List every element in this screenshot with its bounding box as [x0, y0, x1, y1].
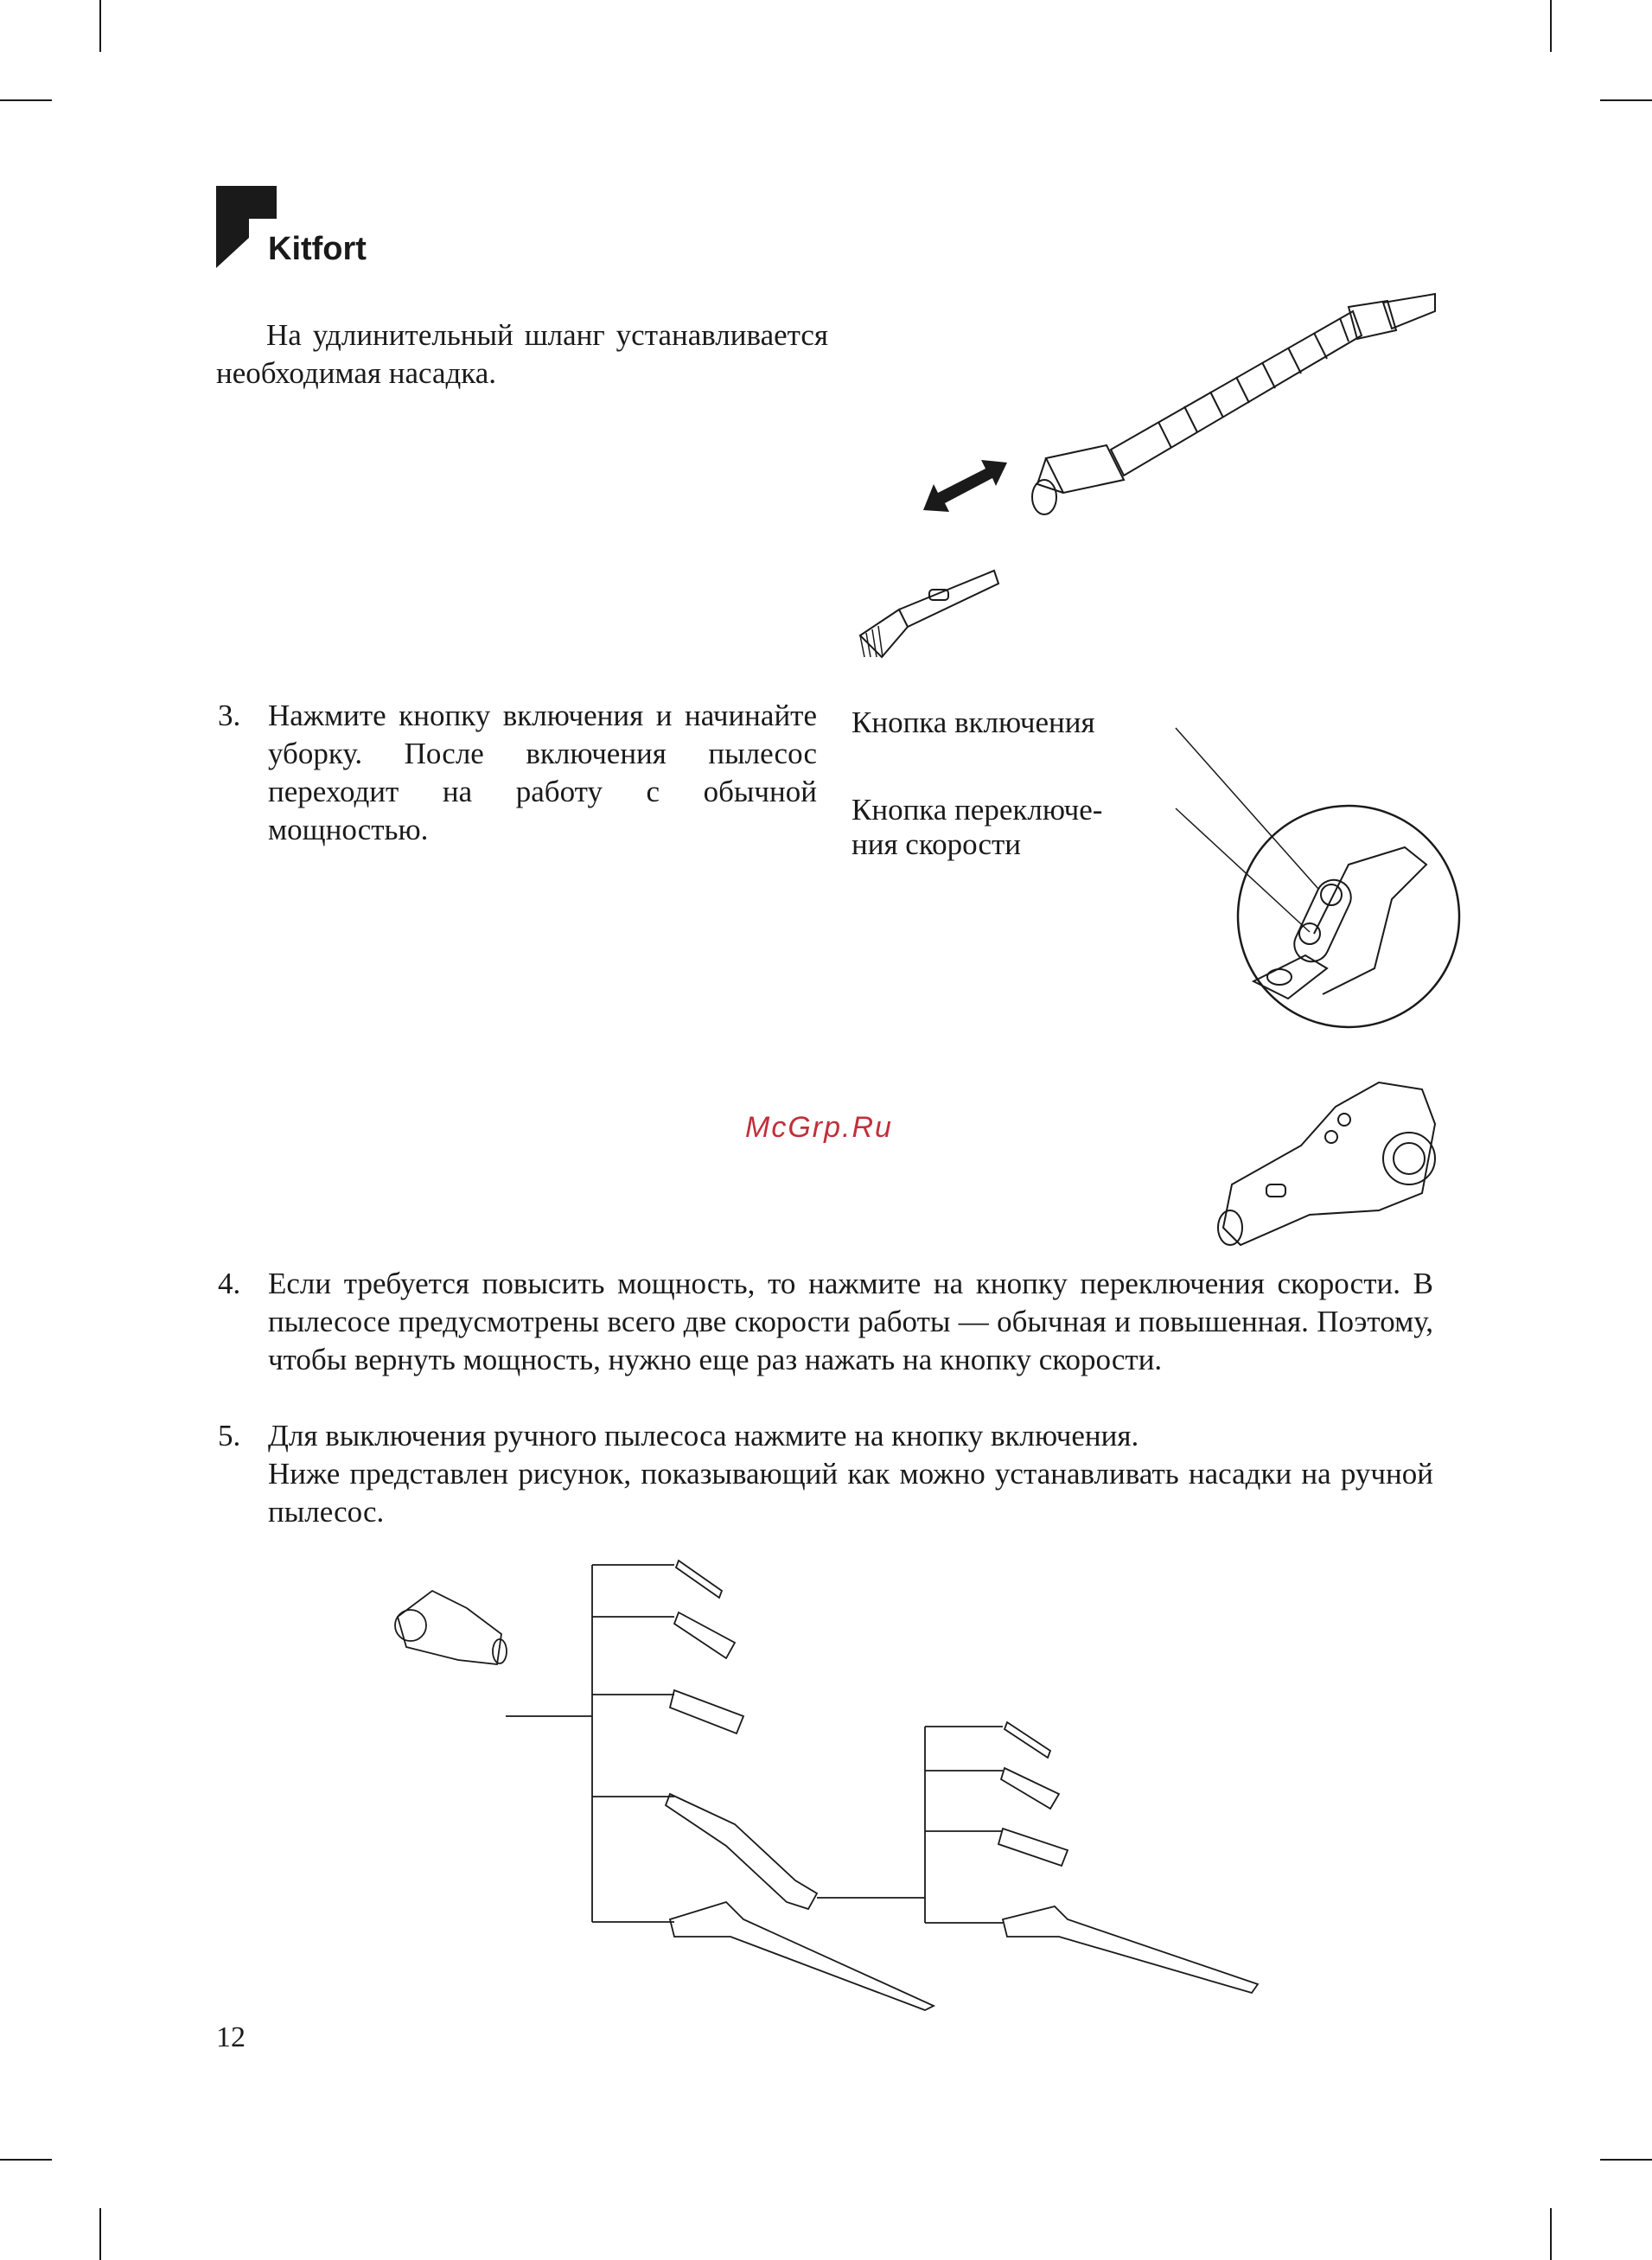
- crevice-nozzle-icon: [676, 1561, 722, 1598]
- step-text: Нажмите кнопку включения и начинайте уборку. После включения пылесос переходит на работу с обычной мощностью.: [268, 699, 817, 846]
- step-text: Если требуется повысить мощность, то нажмите на кнопку переключения скорости. В пылесосе предусмотрены всего две скорости работы — обычная и повышенная. Поэтому, чтобы вернуть мощность, нужно еще раз нажать на кнопку скорости.: [268, 1267, 1433, 1376]
- power-button-icon: [1321, 884, 1342, 905]
- upholstery-brush-icon: [670, 1690, 743, 1733]
- buttons-closeup-illustration: [1167, 726, 1444, 1037]
- callout-speed-button: Кнопка переключе- ния скорости: [852, 793, 1103, 861]
- step-3: [218, 697, 817, 849]
- note-paragraph: Ниже представлен рисунок, показывающий как можно устанавливать насадки на ручной пылесос.: [268, 1457, 1433, 1529]
- speed-button-icon: [1299, 923, 1320, 944]
- handheld-unit-illustration: [1206, 1072, 1439, 1254]
- diagram-handheld-unit: [395, 1591, 507, 1664]
- step-number: 5.: [218, 1419, 241, 1452]
- double-arrow-icon: [923, 460, 1007, 512]
- step-number: 4.: [218, 1267, 241, 1300]
- step-text: Для выключения ручного пылесоса нажмите на кнопку включения.: [268, 1419, 1139, 1452]
- hose-nozzle-illustration: [830, 277, 1435, 666]
- page-number: 12: [216, 2021, 246, 2053]
- step-5: [218, 1417, 1433, 1455]
- brand-name: Kitfort: [268, 231, 367, 267]
- step-4: [218, 1265, 1433, 1379]
- brand-logo: [216, 186, 389, 272]
- dusting-brush-icon: [674, 1612, 735, 1658]
- extension-hose-icon: [666, 1794, 817, 1909]
- fan-grille-icon: [1383, 1133, 1435, 1184]
- watermark: McGrp.Ru: [745, 1111, 893, 1144]
- intro-paragraph: На удлинительный шланг устанавливается необходимая насадка.: [216, 318, 828, 390]
- callout-power-button: Кнопка включения: [852, 705, 1095, 739]
- floor-brush-icon: [670, 1902, 934, 2010]
- step-number: 3.: [218, 699, 241, 732]
- attachments-diagram: [380, 1556, 1288, 2006]
